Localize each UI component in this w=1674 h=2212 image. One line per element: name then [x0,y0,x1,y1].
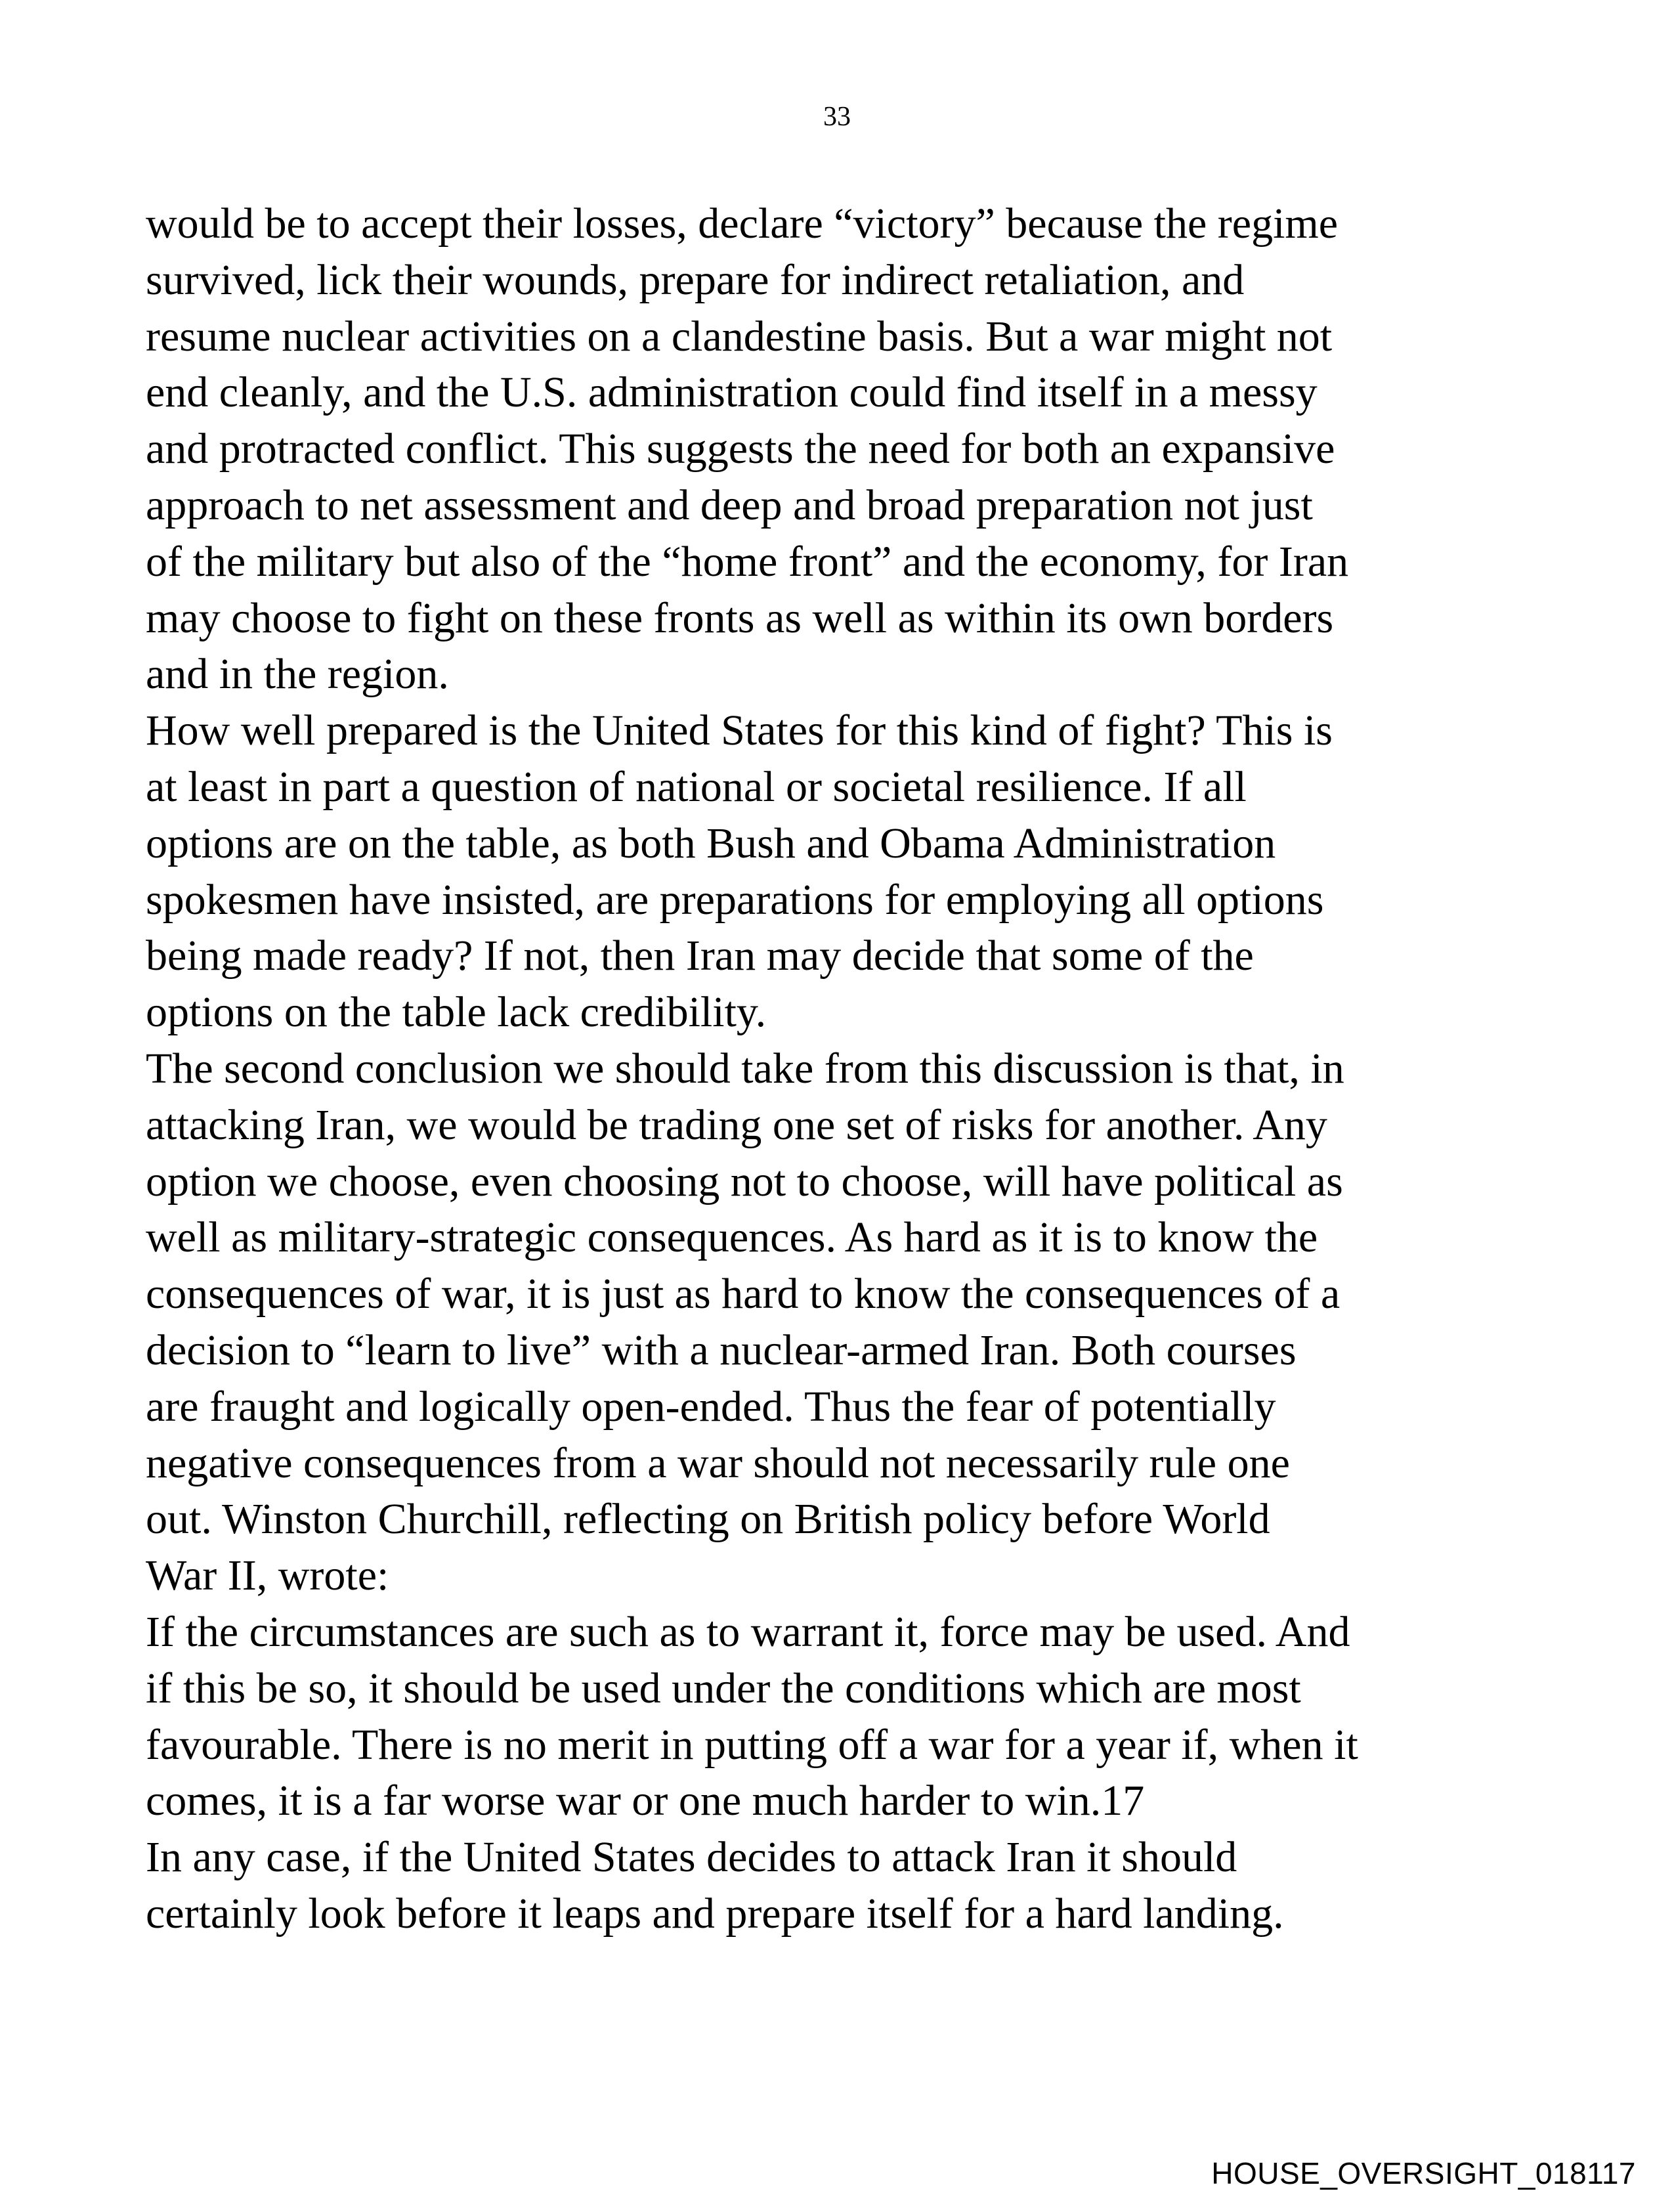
text-line: out. Winston Churchill, reflecting on British policy before World [146,1495,1270,1544]
text-line: may choose to fight on these fronts as well as within its own borders [146,594,1334,642]
text-line: War II, wrote: [146,1551,389,1600]
quote-line: If the circumstances are such as to warrant it, force may be used. And [146,1607,1350,1656]
text-line: In any case, if the United States decides to attack Iran it should [146,1833,1237,1882]
paragraph-war-outcome [146,196,1616,703]
text-line: options on the table lack credibility. [146,988,767,1037]
text-line: approach to net assessment and deep and broad preparation not just [146,481,1313,529]
document-body [146,196,1616,1942]
text-line: The second conclusion we should take from this discussion is that, in [146,1044,1344,1093]
paragraph-closing [146,1829,1616,1942]
text-line: decision to “learn to live” with a nuclear-armed Iran. Both courses [146,1326,1297,1374]
bates-stamp: HOUSE_OVERSIGHT_018117 [1211,2156,1636,2190]
text-line: and in the region. [146,650,449,699]
quote-line: favourable. There is no merit in putting off a war for a year if, when it [146,1720,1358,1769]
text-line: end cleanly, and the U.S. administration could find itself in a messy [146,368,1318,417]
text-line: negative consequences from a war should not necessarily rule one [146,1439,1290,1487]
text-line: would be to accept their losses, declare “victory” because the regime [146,200,1339,248]
churchill-quote [146,1604,1616,1829]
text-line: being made ready? If not, then Iran may decide that some of the [146,932,1254,980]
text-line: and protracted conflict. This suggests the need for both an expansive [146,425,1335,473]
paragraph-preparedness [146,703,1616,1041]
text-line: survived, lick their wounds, prepare for indirect retaliation, and [146,255,1245,304]
text-line: at least in part a question of national or societal resilience. If all [146,762,1247,811]
text-line: options are on the table, as both Bush and Obama Administration [146,819,1276,867]
text-line: option we choose, even choosing not to choose, will have political as [146,1157,1343,1205]
text-line: certainly look before it leaps and prepare itself for a hard landing. [146,1889,1284,1938]
page-number: 33 [823,102,851,132]
text-line: well as military-strategic consequences. As hard as it is to know the [146,1213,1318,1262]
text-line: spokesmen have insisted, are preparations for employing all options [146,875,1324,924]
text-line: attacking Iran, we would be trading one set of risks for another. Any [146,1100,1327,1149]
text-line: of the military but also of the “home front” and the economy, for Iran [146,537,1349,586]
text-line: are fraught and logically open-ended. Thus the fear of potentially [146,1382,1276,1431]
quote-line: if this be so, it should be used under the conditions which are most [146,1664,1301,1712]
text-line: How well prepared is the United States for this kind of fight? This is [146,706,1333,755]
text-line: consequences of war, it is just as hard to know the consequences of a [146,1270,1341,1318]
quote-line: comes, it is a far worse war or one much harder to win.17 [146,1777,1145,1825]
paragraph-second-conclusion [146,1041,1616,1604]
text-line: resume nuclear activities on a clandestine basis. But a war might not [146,312,1333,360]
